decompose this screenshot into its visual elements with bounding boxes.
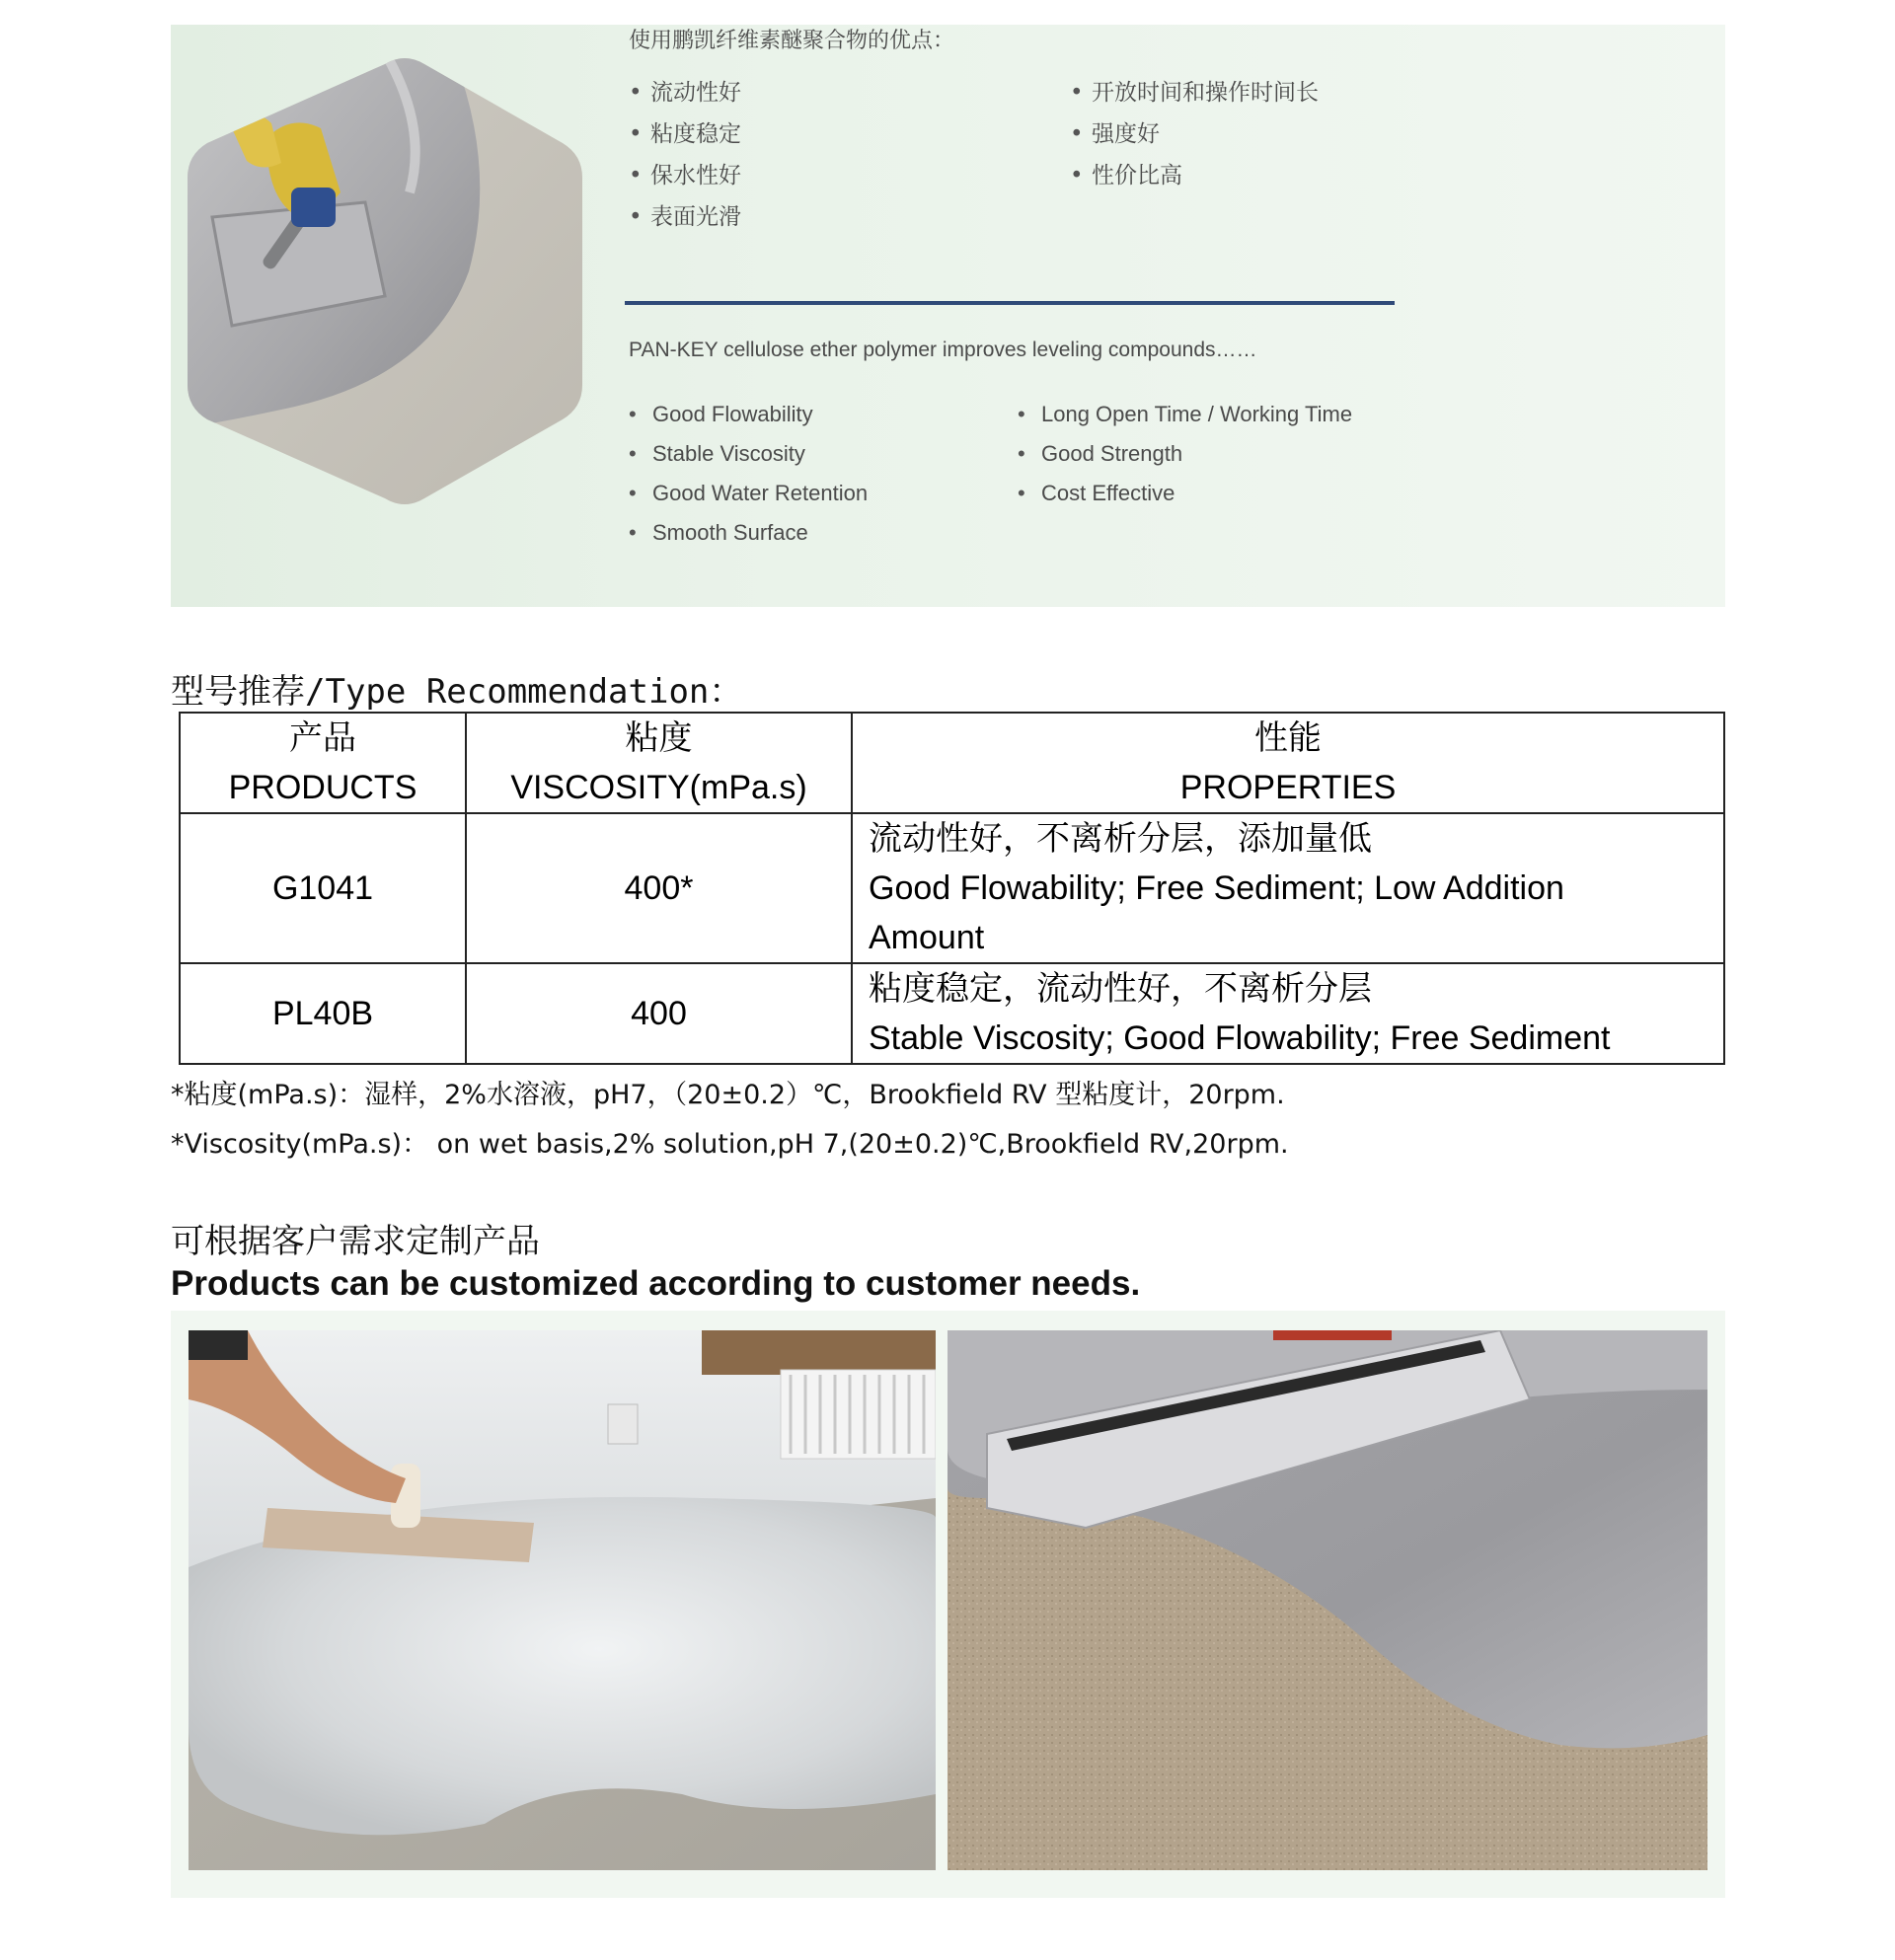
trowel-slurry-photo [948, 1330, 1707, 1870]
advantages-list-en-left [629, 395, 868, 553]
advantages-title-zh: 使用鹏凯纤维素醚聚合物的优点： [629, 29, 955, 53]
header-en: PRODUCTS [228, 769, 417, 806]
advantages-list-zh-left [629, 72, 741, 238]
header-zh: 粘度 [625, 718, 693, 758]
advantage-item: • Cost Effective [1018, 474, 1352, 513]
advantage-item: • 开放时间和操作时间长 [1070, 72, 1319, 113]
viscosity-cell: 400 [466, 963, 852, 1064]
application-photos [171, 1311, 1725, 1898]
type-recommendation-title: 型号推荐/Type Recommendation： [171, 672, 743, 712]
advantage-item: • 粘度稳定 [629, 113, 741, 155]
header-en: VISCOSITY(mPa.s) [510, 769, 807, 806]
header-en: PROPERTIES [1179, 769, 1397, 806]
advantage-item: • Good Flowability [629, 395, 868, 434]
product-cell: G1041 [180, 813, 466, 963]
advantage-item: • Stable Viscosity [629, 434, 868, 474]
advantages-title-en: PAN-KEY cellulose ether polymer improves leveling compounds…… [629, 339, 1257, 361]
viscosity-cell: 400* [466, 813, 852, 963]
table-row [180, 963, 1724, 1064]
table-row [180, 813, 1724, 963]
advantages-list-en-right [1018, 395, 1352, 513]
properties-en: Stable Viscosity; Good Flowability; Free Sediment [869, 1019, 1611, 1057]
advantage-item: • 流动性好 [629, 72, 741, 113]
properties-en: Good Flowability; Free Sediment; Low Addition [869, 869, 1564, 907]
viscosity-note-en: *Viscosity(mPa.s)： on wet basis,2% solution,pH 7,(20±0.2)℃,Brookfield RV,20rpm. [171, 1129, 1289, 1160]
leveling-room-photo [189, 1330, 936, 1870]
advantage-item: • 性价比高 [1070, 155, 1319, 196]
section-divider [625, 301, 1395, 305]
viscosity-note-zh: *粘度(mPa.s)：湿样，2%水溶液，pH7，（20±0.2）℃，Brookfield RV 型粘度计，20rpm. [171, 1080, 1285, 1110]
product-cell: PL40B [180, 963, 466, 1064]
table-header-row [180, 713, 1724, 813]
advantage-item: • 表面光滑 [629, 196, 741, 238]
properties-en-cont: Amount [869, 919, 985, 956]
customization-note-en: Products can be customized according to customer needs. [171, 1264, 1141, 1303]
header-zh: 性能 [1254, 718, 1322, 758]
header-properties [852, 713, 1724, 813]
advantage-item: • Good Strength [1018, 434, 1352, 474]
header-products [180, 713, 466, 813]
type-recommendation-table [179, 712, 1725, 1065]
header-zh: 产品 [289, 718, 356, 758]
properties-zh: 粘度稳定，流动性好，不离析分层 [869, 969, 1372, 1009]
properties-cell [852, 963, 1724, 1064]
properties-zh: 流动性好，不离析分层，添加量低 [869, 819, 1372, 859]
advantage-item: • 强度好 [1070, 113, 1319, 155]
advantage-item: • 保水性好 [629, 155, 741, 196]
customization-note-zh: 可根据客户需求定制产品 [171, 1222, 540, 1261]
trowel-leveling-photo [173, 44, 597, 518]
properties-cell [852, 813, 1724, 963]
advantage-item: • Good Water Retention [629, 474, 868, 513]
advantage-item: • Long Open Time / Working Time [1018, 395, 1352, 434]
header-viscosity [466, 713, 852, 813]
advantages-list-zh-right [1070, 72, 1319, 196]
advantage-item: • Smooth Surface [629, 513, 868, 553]
